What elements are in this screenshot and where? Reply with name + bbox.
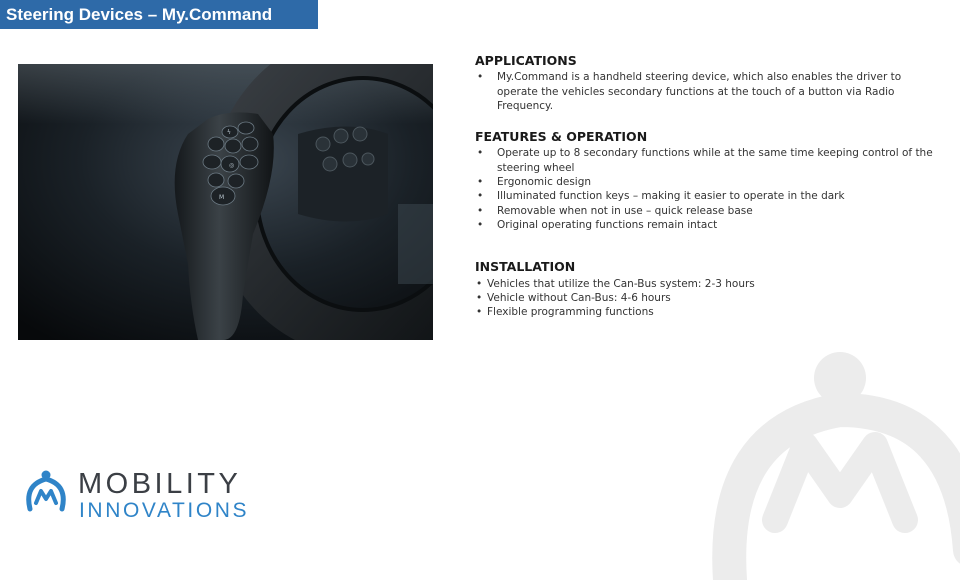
list-item: • Flexible programming functions	[475, 305, 945, 319]
list-item: • Illuminated function keys – making it easier to operate in the dark	[475, 189, 945, 203]
svg-text:M: M	[219, 194, 225, 201]
list-item: • Vehicle without Can-Bus: 4-6 hours	[475, 291, 945, 305]
list-item: • Original operating functions remain intact	[475, 218, 945, 232]
applications-list	[475, 70, 945, 113]
logo-text-mobility: MOBILITY	[78, 468, 242, 500]
list-item: • Operate up to 8 secondary functions while at the same time keeping control of the steering wheel	[475, 146, 945, 175]
applications-section	[475, 54, 945, 113]
features-list	[475, 146, 945, 232]
page-title: Steering Devices – My.Command	[0, 0, 318, 29]
device-photo	[18, 64, 433, 340]
svg-text:ϟ: ϟ	[227, 129, 231, 136]
steering-device-image	[18, 64, 433, 340]
features-section	[475, 130, 945, 232]
installation-heading: INSTALLATION	[475, 259, 576, 275]
list-item: • Removable when not in use – quick release base	[475, 204, 945, 218]
list-item: • Ergonomic design	[475, 175, 945, 189]
list-item: • Vehicles that utilize the Can-Bus system: 2-3 hours	[475, 277, 945, 291]
watermark-logo-icon	[690, 350, 960, 580]
mobility-logo-icon	[22, 469, 70, 517]
logo-text-innovations: INNOVATIONS	[79, 499, 250, 522]
svg-text:◎: ◎	[229, 162, 235, 169]
product-details	[475, 54, 945, 319]
features-heading: FEATURES & OPERATION	[475, 129, 648, 145]
installation-list	[475, 277, 945, 320]
applications-heading: APPLICATIONS	[475, 53, 577, 68]
brand-logo	[22, 465, 262, 525]
installation-section	[475, 260, 945, 319]
list-item: • My.Command is a handheld steering device, which also enables the driver to operate the vehicles secondary functions at the touch of a button via Radio Frequency.	[475, 70, 945, 113]
